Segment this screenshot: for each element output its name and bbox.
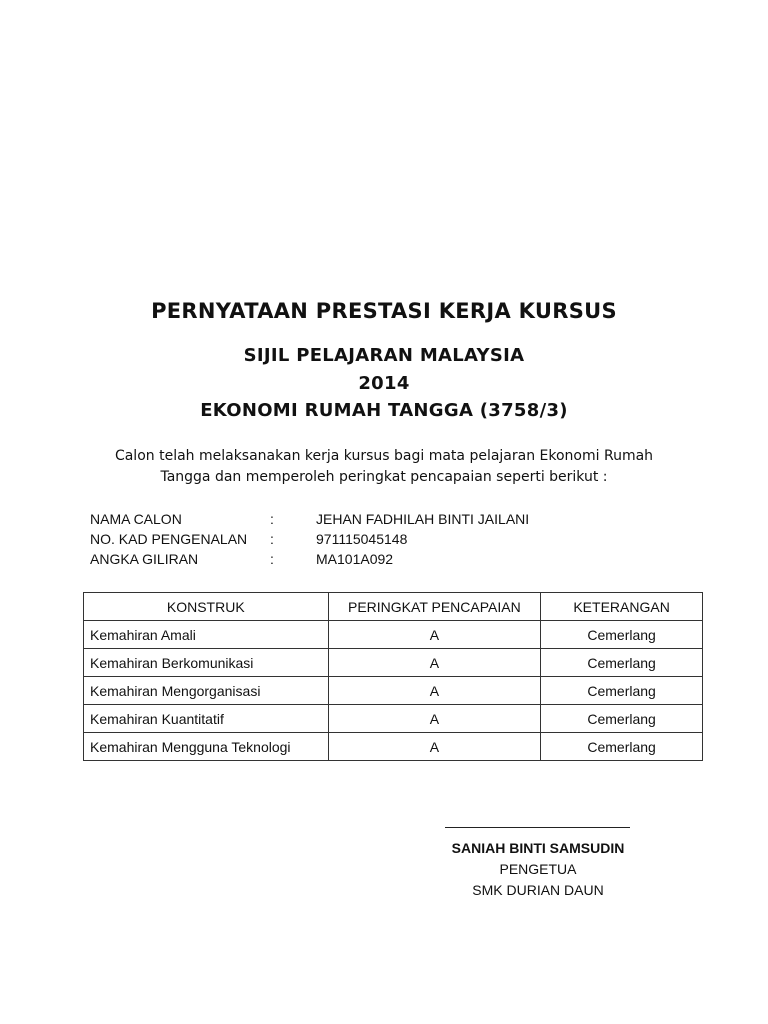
signatory-school: SMK DURIAN DAUN — [472, 882, 604, 898]
achievement-table — [83, 592, 703, 761]
candidate-name-value: JEHAN FADHILAH BINTI JAILANI — [316, 511, 530, 527]
index-number-row — [90, 551, 690, 571]
construct-cell: Kemahiran Amali — [84, 621, 329, 649]
index-number-value: MA101A092 — [316, 551, 394, 567]
ic-number-label: NO. KAD PENGENALAN — [90, 531, 248, 547]
construct-cell: Kemahiran Berkomunikasi — [84, 649, 329, 677]
column-header-remarks: KETERANGAN — [541, 593, 703, 621]
exam-year: 2014 — [358, 373, 410, 394]
table-row — [84, 677, 703, 705]
candidate-name-label: NAMA CALON — [90, 511, 182, 527]
colon: : — [270, 511, 274, 527]
grade-cell: A — [328, 705, 541, 733]
ic-number-row — [90, 531, 690, 551]
signature-line — [445, 827, 630, 828]
table-row — [84, 621, 703, 649]
intro-line-1: Calon telah melaksanakan kerja kursus bagi mata pelajaran Ekonomi Rumah — [114, 448, 654, 464]
construct-cell: Kemahiran Mengguna Teknologi — [84, 733, 329, 761]
construct-cell: Kemahiran Mengorganisasi — [84, 677, 329, 705]
grade-cell: A — [328, 733, 541, 761]
remarks-cell: Cemerlang — [541, 677, 703, 705]
remarks-cell: Cemerlang — [541, 621, 703, 649]
grade-cell: A — [328, 677, 541, 705]
colon: : — [270, 551, 274, 567]
grade-cell: A — [328, 649, 541, 677]
remarks-cell: Cemerlang — [541, 733, 703, 761]
candidate-name-row — [90, 511, 690, 531]
subject-name: EKONOMI RUMAH TANGGA (3758/3) — [200, 400, 568, 421]
signatory-name: SANIAH BINTI SAMSUDIN — [451, 840, 625, 856]
table-row — [84, 733, 703, 761]
ic-number-value: 971115045148 — [316, 531, 408, 547]
table-row — [84, 649, 703, 677]
certificate-name: SIJIL PELAJARAN MALAYSIA — [243, 345, 525, 366]
table-row — [84, 705, 703, 733]
table-header-row — [84, 593, 703, 621]
colon: : — [270, 531, 274, 547]
document-title: PERNYATAAN PRESTASI KERJA KURSUS — [151, 299, 617, 323]
intro-line-2: Tangga dan memperoleh peringkat pencapaian seperti berikut : — [160, 469, 608, 485]
index-number-label: ANGKA GILIRAN — [90, 551, 199, 567]
construct-cell: Kemahiran Kuantitatif — [84, 705, 329, 733]
column-header-construct: KONSTRUK — [84, 593, 329, 621]
column-header-achievement: PERINGKAT PENCAPAIAN — [328, 593, 541, 621]
remarks-cell: Cemerlang — [541, 705, 703, 733]
grade-cell: A — [328, 621, 541, 649]
signatory-position: PENGETUA — [499, 861, 577, 877]
remarks-cell: Cemerlang — [541, 649, 703, 677]
